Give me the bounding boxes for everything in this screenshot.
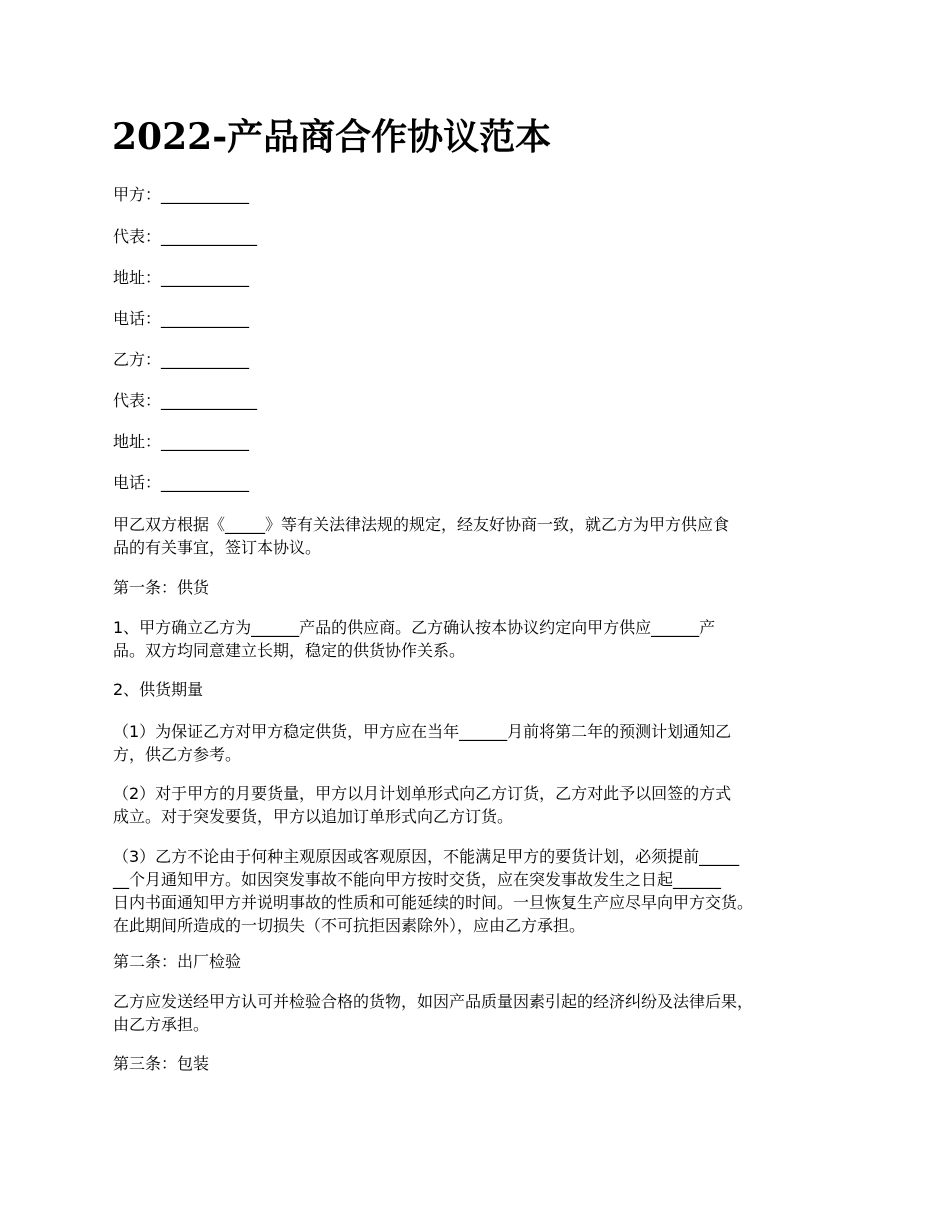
preamble-line: 品的有关事宜，签订本协议。: [113, 538, 322, 557]
paragraph-line: （2）对于甲方的月要货量，甲方以月计划单形式向乙方订货，乙方对此予以回签的方式: [113, 784, 732, 803]
party-b-representative-field: 代表：____________: [113, 391, 258, 410]
paragraph-line: 品。双方均同意建立长期，稳定的供货协作关系。: [113, 641, 466, 660]
paragraph-line: 成立。对于突发要货，甲方以追加订单形式向乙方订货。: [113, 807, 514, 826]
paragraph-line: 1、甲方确立乙方为______产品的供应商。乙方确认按本协议约定向甲方供应______产: [113, 618, 716, 637]
article-1-item-1: [113, 616, 853, 662]
article-1-sub-1: [113, 720, 853, 766]
article-1-heading: 第一条：供货: [113, 578, 210, 597]
paragraph-line: （3）乙方不论由于何种主观原因或客观原因，不能满足甲方的要货计划，必须提前_____: [113, 847, 740, 866]
paragraph-line: 乙方应发送经甲方认可并检验合格的货物，如因产品质量因素引起的经济纠纷及法律后果，: [113, 992, 754, 1011]
party-b-phone-field: 电话：___________: [113, 473, 250, 492]
party-a-representative-field: 代表：____________: [113, 227, 258, 246]
article-1-sub-2: [113, 782, 853, 828]
party-b-address-field: 地址：___________: [113, 432, 250, 451]
paragraph-line: __个月通知甲方。如因突发事故不能向甲方按时交货，应在突发事故发生之日起______: [113, 870, 722, 889]
paragraph-line: 日内书面通知甲方并说明事故的性质和可能延续的时间。一旦恢复生产应尽早向甲方交货。: [113, 893, 754, 912]
paragraph-line: （1）为保证乙方对甲方稳定供货，甲方应在当年______月前将第二年的预测计划通知乙: [113, 722, 732, 741]
article-2-heading: 第二条：出厂检验: [113, 952, 242, 971]
party-a-phone-field: 电话：___________: [113, 309, 250, 328]
article-2-body: [113, 990, 853, 1036]
article-3-heading: 第三条：包装: [113, 1054, 210, 1073]
preamble-line: 甲乙双方根据《_____》等有关法律法规的规定，经友好协商一致，就乙方为甲方供应食: [113, 515, 730, 534]
paragraph-line: 由乙方承担。: [113, 1015, 210, 1034]
article-1-sub-3: [113, 845, 853, 937]
party-a-address-field: 地址：___________: [113, 268, 250, 287]
document-title: 2022-产品商合作协议范本: [112, 116, 552, 158]
party-b-name-field: 乙方：___________: [113, 350, 250, 369]
party-a-name-field: 甲方：___________: [113, 185, 250, 204]
paragraph-line: 方，供乙方参考。: [113, 745, 242, 764]
article-1-item-2-heading: 2、供货期量: [113, 680, 204, 699]
preamble-paragraph: [113, 513, 853, 559]
paragraph-line: 在此期间所造成的一切损失（不可抗拒因素除外），应由乙方承担。: [113, 916, 586, 935]
